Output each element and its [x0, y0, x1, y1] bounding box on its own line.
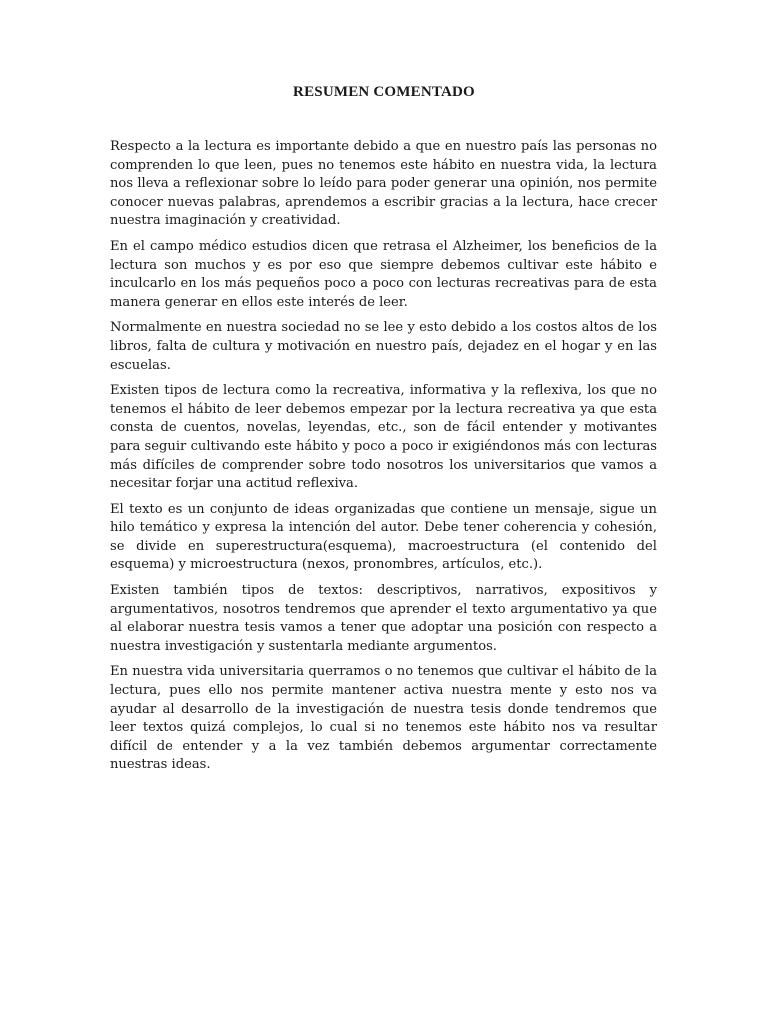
- paragraph-5: El texto es un conjunto de ideas organizadas que contiene un mensaje, sigue un hilo temático y expresa la intención del autor. Debe tener coherencia y cohesión, se divide en superestructura(esquema), macroestructura (el contenido del esquema) y microestructura (nexos, pronombres, artículos, etc.).: [110, 501, 657, 573]
- paragraph-3: Normalmente en nuestra sociedad no se lee y esto debido a los costos altos de los libros, falta de cultura y motivación en nuestro país, dejadez en el hogar y en las escuelas.: [110, 320, 657, 373]
- paragraph-1: Respecto a la lectura es importante debido a que en nuestro país las personas no comprenden lo que leen, pues no tenemos este hábito en nuestra vida, la lectura nos lleva a reflexionar sobre lo leído para poder generar una opinión, nos permite conocer nuevas palabras, aprendemos a escribir gracias a la lectura, hace crecer nuestra imaginación y creatividad.: [110, 139, 657, 229]
- paragraph-4: Existen tipos de lectura como la recreativa, informativa y la reflexiva, los que no tenemos el hábito de leer debemos empezar por la lectura recreativa ya que esta consta de cuentos, novelas, leyendas, etc., son de fácil entender y motivantes para seguir cultivando este hábito y poco a poco ir exigiéndonos más con lecturas más difíciles de comprender sobre todo nosotros los universitarios que vamos a necesitar forjar una actitud reflexiva.: [110, 383, 657, 492]
- document-title: RESUMEN COMENTADO: [293, 84, 475, 100]
- paragraph-7: En nuestra vida universitaria querramos o no tenemos que cultivar el hábito de la lectura, pues ello nos permite mantener activa nuestra mente y esto nos va ayudar al desarrollo de la investigación de nuestra tesis donde tendremos que leer textos quizá complejos, lo cual si no tenemos este hábito nos va resultar difícil de entender y a la vez también debemos argumentar correctamente nuestras ideas.: [110, 664, 657, 773]
- paragraph-6: Existen también tipos de textos: descriptivos, narrativos, expositivos y argumentativos, nosotros tendremos que aprender el texto argumentativo ya que al elaborar nuestra tesis vamos a tener que adoptar una posición con respecto a nuestra investigación y sustentarla mediante argumentos.: [110, 583, 657, 654]
- document-body: [110, 138, 657, 782]
- paragraph-2: En el campo médico estudios dicen que retrasa el Alzheimer, los beneficios de la lectura son muchos y es por eso que siempre debemos cultivar este hábito e inculcarlo en los más pequeños poco a poco con lecturas recreativas para de esta manera generar en ellos este interés de leer.: [110, 238, 657, 310]
